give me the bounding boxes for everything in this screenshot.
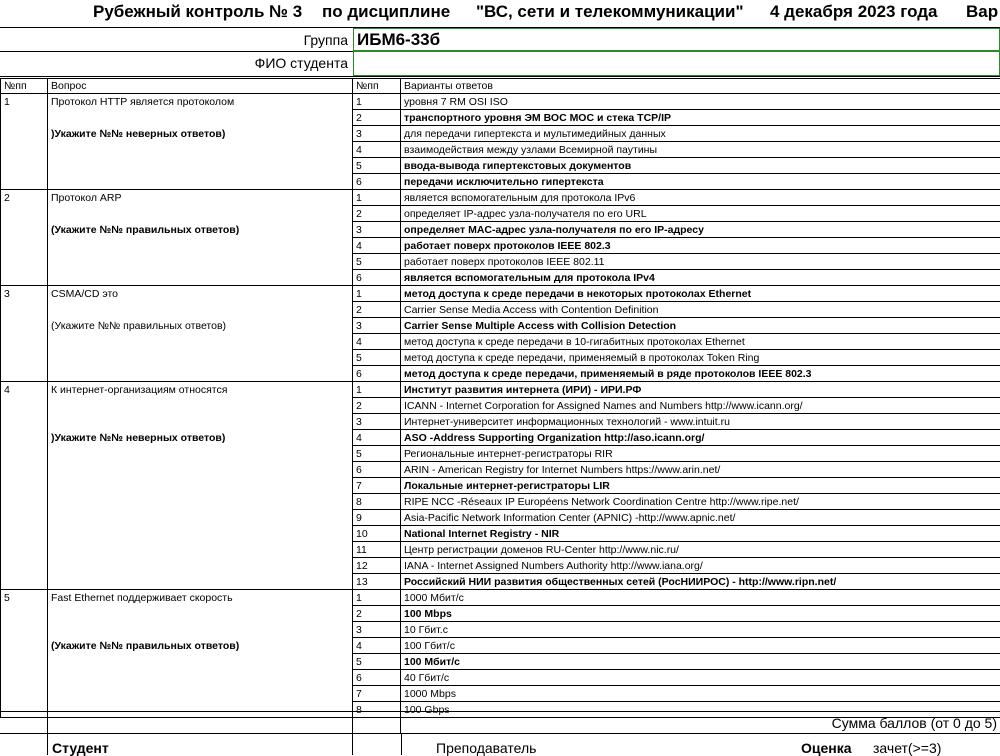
question-text-cell: К интернет-организациям относятся — [48, 382, 353, 398]
question-number-cell — [1, 222, 48, 238]
question-text-cell — [48, 558, 353, 574]
title-date: 4 декабря 2023 года — [770, 2, 938, 22]
question-text-cell — [48, 110, 353, 126]
answer-number-cell[interactable]: 4 — [353, 238, 401, 254]
answer-option-cell[interactable]: 100 Gbps — [401, 702, 1000, 718]
table-row — [1, 222, 1000, 238]
answer-option-cell[interactable]: 100 Мбит/с — [401, 654, 1000, 670]
question-text-cell — [48, 686, 353, 702]
question-number-cell — [1, 686, 48, 702]
answer-number-cell[interactable]: 6 — [353, 270, 401, 286]
title-control: Рубежный контроль № 3 — [93, 2, 302, 22]
table-row — [1, 398, 1000, 414]
question-text-cell — [48, 574, 353, 590]
answer-option-cell[interactable]: 1000 Mbps — [401, 686, 1000, 702]
answer-number-cell[interactable]: 5 — [353, 158, 401, 174]
answer-option-cell[interactable]: IANA - Internet Assigned Numbers Authority http://www.iana.org/ — [401, 558, 1000, 574]
answer-option-cell[interactable]: Интернет-университет информационных технологий - www.intuit.ru — [401, 414, 1000, 430]
question-text-cell — [48, 174, 353, 190]
question-number-cell — [1, 510, 48, 526]
question-number-cell — [1, 302, 48, 318]
table-row — [1, 654, 1000, 670]
question-number-cell — [1, 142, 48, 158]
answer-number-cell[interactable]: 4 — [353, 142, 401, 158]
answer-number-cell[interactable]: 1 — [353, 286, 401, 302]
question-number-cell — [1, 414, 48, 430]
question-number-cell — [1, 110, 48, 126]
table-row — [1, 670, 1000, 686]
answer-number-cell[interactable]: 1 — [353, 382, 401, 398]
question-number-cell — [1, 334, 48, 350]
answer-option-cell[interactable]: 1000 Мбит/с — [401, 590, 1000, 606]
question-number-cell — [1, 126, 48, 142]
table-row — [1, 526, 1000, 542]
col-answer-num-header: №пп — [353, 79, 401, 94]
answer-option-cell[interactable]: Carrier Sense Media Access with Contention Definition — [401, 302, 1000, 318]
table-row — [1, 558, 1000, 574]
question-number-cell — [1, 206, 48, 222]
questions-table — [0, 78, 1000, 718]
question-text-cell — [48, 654, 353, 670]
table-row — [1, 446, 1000, 462]
table-row — [1, 334, 1000, 350]
answer-number-cell[interactable]: 2 — [353, 302, 401, 318]
answer-number-cell[interactable]: 8 — [353, 702, 401, 718]
question-number-cell — [1, 462, 48, 478]
question-number-cell — [1, 270, 48, 286]
answer-number-cell[interactable]: 10 — [353, 526, 401, 542]
question-number-cell — [1, 398, 48, 414]
table-row — [1, 590, 1000, 606]
answer-number-cell[interactable]: 6 — [353, 670, 401, 686]
table-row — [1, 462, 1000, 478]
answer-option-cell[interactable]: работает поверх протоколов IEEE 802.11 — [401, 254, 1000, 270]
answer-option-cell[interactable]: уровня 7 RM OSI ISO — [401, 94, 1000, 110]
question-text-cell — [48, 158, 353, 174]
answer-option-cell[interactable]: метод доступа к среде передачи, применяемый в ряде протоколов IEEE 802.3 — [401, 366, 1000, 382]
answer-option-cell[interactable]: передачи исключительно гипертекста — [401, 174, 1000, 190]
question-text-cell: CSMA/CD это — [48, 286, 353, 302]
answer-number-cell[interactable]: 5 — [353, 254, 401, 270]
table-row — [1, 510, 1000, 526]
question-number-cell — [1, 238, 48, 254]
answer-option-cell[interactable]: метод доступа к среде передачи в 10-гигабитных протоколах Ethernet — [401, 334, 1000, 350]
question-number-cell: 2 — [1, 190, 48, 206]
table-row — [1, 238, 1000, 254]
answer-number-cell[interactable]: 9 — [353, 510, 401, 526]
question-number-cell: 3 — [1, 286, 48, 302]
answer-number-cell[interactable]: 3 — [353, 126, 401, 142]
question-number-cell — [1, 366, 48, 382]
answer-option-cell[interactable]: Российский НИИ развития общественных сетей (РосНИИРОС) - http://www.ripn.net/ — [401, 574, 1000, 590]
answer-option-cell[interactable]: ICANN - Internet Corporation for Assigned Names and Numbers http://www.icann.org/ — [401, 398, 1000, 414]
col-num-header: №пп — [1, 79, 48, 94]
question-number-cell — [1, 670, 48, 686]
signature-row — [0, 733, 1000, 755]
answer-option-cell[interactable]: Asia-Pacific Network Information Center (APNIC) -http://www.apnic.net/ — [401, 510, 1000, 526]
question-text-cell — [48, 670, 353, 686]
table-row — [1, 254, 1000, 270]
table-row — [1, 350, 1000, 366]
answer-number-cell[interactable]: 6 — [353, 462, 401, 478]
title-discipline-label: по дисциплине — [322, 2, 450, 22]
table-row — [1, 430, 1000, 446]
answer-number-cell[interactable]: 12 — [353, 558, 401, 574]
question-number-cell — [1, 318, 48, 334]
table-row — [1, 270, 1000, 286]
table-row — [1, 622, 1000, 638]
answer-number-cell[interactable]: 3 — [353, 622, 401, 638]
table-row — [1, 318, 1000, 334]
table-row — [1, 542, 1000, 558]
answer-number-cell[interactable]: 1 — [353, 190, 401, 206]
question-number-cell — [1, 558, 48, 574]
question-text-cell — [48, 478, 353, 494]
question-number-cell — [1, 526, 48, 542]
grade-label: Оценка — [801, 740, 852, 756]
question-number-cell — [1, 446, 48, 462]
question-text-cell — [48, 142, 353, 158]
table-row — [1, 414, 1000, 430]
answer-option-cell[interactable]: Региональные интернет-регистраторы RIR — [401, 446, 1000, 462]
answer-option-cell[interactable]: Институт развития интернета (ИРИ) - ИРИ.РФ — [401, 382, 1000, 398]
answer-option-cell[interactable]: 40 Гбит/с — [401, 670, 1000, 686]
answer-option-cell[interactable]: ввода-вывода гипертекстовых документов — [401, 158, 1000, 174]
question-number-cell — [1, 654, 48, 670]
question-number-cell — [1, 606, 48, 622]
question-text-cell — [48, 398, 353, 414]
answer-option-cell[interactable]: является вспомогательным для протокола IPv4 — [401, 270, 1000, 286]
answer-option-cell[interactable]: взаимодействия между узлами Всемирной паутины — [401, 142, 1000, 158]
table-row — [1, 686, 1000, 702]
title-discipline: "ВС, сети и телекоммуникации" — [476, 2, 744, 22]
question-text-cell — [48, 462, 353, 478]
question-instruction: )Укажите №№ неверных ответов) — [48, 430, 353, 446]
answer-number-cell[interactable]: 13 — [353, 574, 401, 590]
question-text-cell: Протокол ARP — [48, 190, 353, 206]
question-number-cell: 1 — [1, 94, 48, 110]
answer-option-cell[interactable]: является вспомогательным для протокола IPv6 — [401, 190, 1000, 206]
answer-number-cell[interactable]: 4 — [353, 334, 401, 350]
question-number-cell — [1, 174, 48, 190]
answer-option-cell[interactable]: Carrier Sense Multiple Access with Collision Detection — [401, 318, 1000, 334]
answer-number-cell[interactable]: 7 — [353, 478, 401, 494]
question-number-cell — [1, 494, 48, 510]
question-number-cell — [1, 350, 48, 366]
sum-row — [0, 711, 1000, 734]
table-row — [1, 158, 1000, 174]
question-number-cell — [1, 574, 48, 590]
question-text-cell — [48, 526, 353, 542]
table-row — [1, 606, 1000, 622]
answer-option-cell[interactable]: определяет IP-адрес узла-получателя по его URL — [401, 206, 1000, 222]
answer-number-cell[interactable]: 4 — [353, 430, 401, 446]
answer-option-cell[interactable]: 10 Гбит.с — [401, 622, 1000, 638]
group-label: Группа — [0, 32, 352, 48]
grade-value: зачет(>=3) — [873, 740, 941, 756]
question-text-cell: Fast Ethernet поддерживает скорость — [48, 590, 353, 606]
answer-number-cell[interactable]: 3 — [353, 222, 401, 238]
question-text-cell — [48, 542, 353, 558]
student-row — [0, 51, 1000, 77]
answer-option-cell[interactable]: RIPE NCC -Réseaux IP Européens Network Coordination Centre http://www.ripe.net/ — [401, 494, 1000, 510]
answer-number-cell[interactable]: 5 — [353, 446, 401, 462]
question-number-cell — [1, 638, 48, 654]
answer-option-cell[interactable]: метод доступа к среде передачи в некоторых протоколах Ethernet — [401, 286, 1000, 302]
answer-option-cell[interactable]: Локальные интернет-регистраторы LIR — [401, 478, 1000, 494]
table-row — [1, 366, 1000, 382]
table-row — [1, 494, 1000, 510]
answer-option-cell[interactable]: National Internet Registry - NIR — [401, 526, 1000, 542]
question-instruction: (Укажите №№ правильных ответов) — [48, 638, 353, 654]
answer-option-cell[interactable]: Центр регистрации доменов RU-Center http://www.nic.ru/ — [401, 542, 1000, 558]
question-text-cell — [48, 606, 353, 622]
question-instruction: (Укажите №№ правильных ответов) — [48, 318, 353, 334]
question-text-cell — [48, 270, 353, 286]
question-text-cell: Протокол HTTP является протоколом — [48, 94, 353, 110]
question-text-cell — [48, 334, 353, 350]
question-instruction: (Укажите №№ правильных ответов) — [48, 222, 353, 238]
question-text-cell — [48, 446, 353, 462]
answer-option-cell[interactable]: работает поверх протоколов IEEE 802.3 — [401, 238, 1000, 254]
table-header-row — [1, 79, 1000, 94]
question-text-cell — [48, 494, 353, 510]
answer-number-cell[interactable]: 3 — [353, 318, 401, 334]
question-number-cell — [1, 478, 48, 494]
answer-option-cell[interactable]: 100 Mbps — [401, 606, 1000, 622]
question-text-cell — [48, 206, 353, 222]
question-number-cell — [1, 430, 48, 446]
group-field[interactable]: ИБМ6-33б — [353, 28, 1000, 51]
answer-number-cell[interactable]: 3 — [353, 414, 401, 430]
question-text-cell — [48, 510, 353, 526]
answer-number-cell[interactable]: 6 — [353, 174, 401, 190]
sum-label: Сумма баллов (от 0 до 5) — [832, 715, 997, 731]
answer-number-cell[interactable]: 6 — [353, 366, 401, 382]
table-row — [1, 190, 1000, 206]
answer-number-cell[interactable]: 2 — [353, 110, 401, 126]
table-row — [1, 174, 1000, 190]
table-row — [1, 574, 1000, 590]
question-text-cell — [48, 302, 353, 318]
question-text-cell — [48, 350, 353, 366]
page-title — [0, 0, 1000, 27]
answer-number-cell[interactable]: 5 — [353, 350, 401, 366]
table-row — [1, 382, 1000, 398]
col-answers-header: Варианты ответов — [401, 79, 1000, 94]
table-row — [1, 478, 1000, 494]
answer-option-cell[interactable]: для передачи гипертекста и мультимедийных данных — [401, 126, 1000, 142]
answer-number-cell[interactable]: 7 — [353, 686, 401, 702]
student-label: ФИО студента — [0, 55, 352, 71]
answer-option-cell[interactable]: метод доступа к среде передачи, применяемый в протоколах Token Ring — [401, 350, 1000, 366]
answer-option-cell[interactable]: транспортного уровня ЭМ ВОС МОС и стека TCP/IP — [401, 110, 1000, 126]
question-text-cell — [48, 414, 353, 430]
question-number-cell — [1, 254, 48, 270]
table-row — [1, 206, 1000, 222]
answer-number-cell[interactable]: 4 — [353, 638, 401, 654]
student-name-field[interactable] — [353, 51, 1000, 76]
table-row — [1, 286, 1000, 302]
answer-number-cell[interactable]: 2 — [353, 398, 401, 414]
question-number-cell: 4 — [1, 382, 48, 398]
answer-number-cell[interactable]: 5 — [353, 654, 401, 670]
answer-number-cell[interactable]: 2 — [353, 606, 401, 622]
answer-option-cell[interactable]: ARIN - American Registry for Internet Numbers https://www.arin.net/ — [401, 462, 1000, 478]
question-text-cell — [48, 622, 353, 638]
answer-number-cell[interactable]: 11 — [353, 542, 401, 558]
table-row — [1, 126, 1000, 142]
table-row — [1, 302, 1000, 318]
student-signature-label: Студент — [52, 740, 109, 756]
question-number-cell — [1, 542, 48, 558]
table-row — [1, 94, 1000, 110]
question-number-cell — [1, 158, 48, 174]
question-text-cell — [48, 254, 353, 270]
question-number-cell: 5 — [1, 590, 48, 606]
question-number-cell — [1, 622, 48, 638]
question-text-cell — [48, 366, 353, 382]
answer-option-cell[interactable]: 100 Гбит/с — [401, 638, 1000, 654]
answer-number-cell[interactable]: 2 — [353, 206, 401, 222]
title-variant: Вар — [966, 2, 998, 22]
answer-option-cell[interactable]: определяет MAC-адрес узла-получателя по его IP-адресу — [401, 222, 1000, 238]
col-question-header: Вопрос — [48, 79, 353, 94]
answer-option-cell[interactable]: ASO -Address Supporting Organization http://aso.icann.org/ — [401, 430, 1000, 446]
table-row — [1, 142, 1000, 158]
question-text-cell — [48, 238, 353, 254]
answer-number-cell[interactable]: 8 — [353, 494, 401, 510]
answer-number-cell[interactable]: 1 — [353, 590, 401, 606]
question-instruction: )Укажите №№ неверных ответов) — [48, 126, 353, 142]
table-row — [1, 110, 1000, 126]
table-row — [1, 638, 1000, 654]
teacher-signature-label: Преподаватель — [436, 740, 536, 756]
answer-number-cell[interactable]: 1 — [353, 94, 401, 110]
group-row — [0, 27, 1000, 52]
